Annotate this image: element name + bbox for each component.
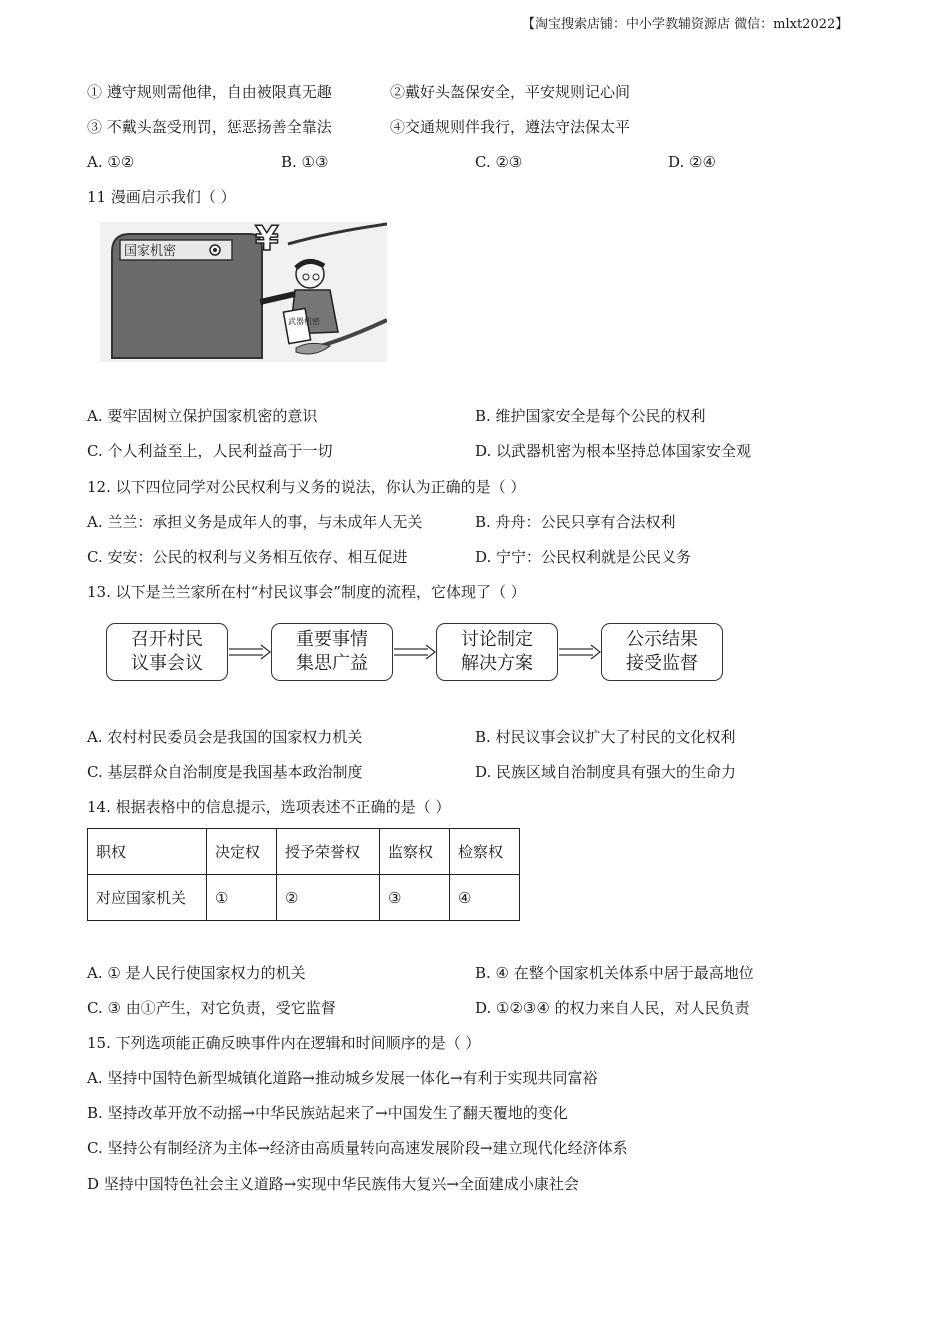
q15-option-b: B. 坚持改革开放不动摇→中华民族站起来了→中国发生了翻天覆地的变化: [87, 1104, 568, 1122]
flow-step-1-line2: 议事会议: [131, 653, 203, 674]
q14-option-b: B. ④ 在整个国家机关体系中居于最高地位: [475, 964, 754, 982]
table-cell: ①: [207, 875, 277, 921]
q11-option-b: B. 维护国家安全是每个公民的权利: [475, 407, 706, 425]
q10-statement-4: ④交通规则伴我行，遵法守法保太平: [390, 118, 631, 136]
q10-option-a: A. ①②: [87, 153, 135, 171]
q12-stem: 12. 以下四位同学对公民权利与义务的说法，你认为正确的是（ ）: [87, 478, 526, 496]
q15-option-c: C. 坚持公有制经济为主体→经济由高质量转向高速发展阶段→建立现代化经济体系: [87, 1139, 628, 1157]
q10-option-b: B. ①③: [281, 153, 329, 171]
flow-step-3-line2: 解决方案: [461, 653, 533, 674]
page-header: 【淘宝搜索店铺：中小学教辅资源店 微信：mlxt2022】: [522, 17, 849, 32]
q13-option-c: C. 基层群众自治制度是我国基本政治制度: [87, 763, 363, 781]
flow-step-3: [436, 623, 558, 681]
table-row: [88, 829, 520, 875]
flow-step-2-line1: 重要事情: [296, 629, 368, 650]
q14-option-c: C. ③ 由①产生，对它负责，受它监督: [87, 999, 336, 1017]
flow-arrow-icon: [394, 643, 436, 661]
q14-stem: 14. 根据表格中的信息提示，选项表述不正确的是（ ）: [87, 798, 451, 816]
table-cell: ②: [277, 875, 380, 921]
q10-statement-1: ① 遵守规则需他律，自由被限真无趣: [87, 83, 332, 101]
cartoon-bag-text: 武器机密: [288, 317, 320, 326]
flow-step-4: [601, 623, 723, 681]
flow-step-2: [271, 623, 393, 681]
q15-option-d: D 坚持中国特色社会主义道路→实现中华民族伟大复兴→全面建成小康社会: [87, 1175, 579, 1193]
q12-option-a: A. 兰兰：承担义务是成年人的事，与未成年人无关: [87, 513, 423, 531]
table-header-cell: 监察权: [380, 829, 450, 875]
table-header-cell: 决定权: [207, 829, 277, 875]
q12-option-b: B. 舟舟：公民只享有合法权利: [475, 513, 676, 531]
cartoon-money-symbol: ¥: [255, 222, 279, 259]
table-row: [88, 875, 520, 921]
table-header-cell: 职权: [88, 829, 207, 875]
q12-option-d: D. 宁宁：公民权利就是公民义务: [475, 548, 692, 566]
q13-stem: 13. 以下是兰兰家所在村“村民议事会”制度的流程，它体现了（ ）: [87, 583, 526, 601]
flow-step-1-line1: 召开村民: [131, 629, 203, 650]
table-header-cell: 检察权: [450, 829, 520, 875]
q10-option-d: D. ②④: [668, 153, 716, 171]
flow-step-3-line1: 讨论制定: [461, 629, 533, 650]
q11-stem: 11 漫画启示我们（ ）: [87, 188, 236, 206]
q10-statement-2: ②戴好头盔保安全，平安规则记心间: [390, 83, 631, 101]
q14-table: [87, 828, 520, 921]
table-header-cell: 授予荣誉权: [277, 829, 380, 875]
q13-option-d: D. 民族区域自治制度具有强大的生命力: [475, 763, 737, 781]
flow-arrow-icon: [229, 643, 271, 661]
table-cell: ④: [450, 875, 520, 921]
cartoon-sign-text: 国家机密: [124, 244, 177, 259]
flow-step-4-line2: 接受监督: [626, 653, 698, 674]
q11-option-d: D. 以武器机密为根本坚持总体国家安全观: [475, 442, 752, 460]
flow-arrow-icon: [559, 643, 601, 661]
q15-option-a: A. 坚持中国特色新型城镇化道路→推动城乡发展一体化→有利于实现共同富裕: [87, 1069, 598, 1087]
q15-stem: 15. 下列选项能正确反映事件内在逻辑和时间顺序的是（ ）: [87, 1034, 481, 1052]
q11-option-a: A. 要牢固树立保护国家机密的意识: [87, 407, 318, 425]
table-cell: ③: [380, 875, 450, 921]
q13-option-a: A. 农村村民委员会是我国的国家权力机关: [87, 728, 363, 746]
q10-statement-3: ③ 不戴头盔受刑罚，惩恶扬善全靠法: [87, 118, 332, 136]
q14-option-d: D. ①②③④ 的权力来自人民，对人民负责: [475, 999, 750, 1017]
q10-option-c: C. ②③: [475, 153, 523, 171]
flow-step-2-line2: 集思广益: [296, 653, 368, 674]
q12-option-c: C. 安安：公民的权利与义务相互依存、相互促进: [87, 548, 408, 566]
flow-step-1: [106, 623, 228, 681]
q14-option-a: A. ① 是人民行使国家权力的机关: [87, 964, 306, 982]
table-cell: 对应国家机关: [88, 875, 207, 921]
q11-option-c: C. 个人利益至上，人民利益高于一切: [87, 442, 333, 460]
flow-step-4-line1: 公示结果: [626, 629, 698, 650]
q11-cartoon-image: [100, 222, 387, 362]
q13-option-b: B. 村民议事会议扩大了村民的文化权利: [475, 728, 736, 746]
